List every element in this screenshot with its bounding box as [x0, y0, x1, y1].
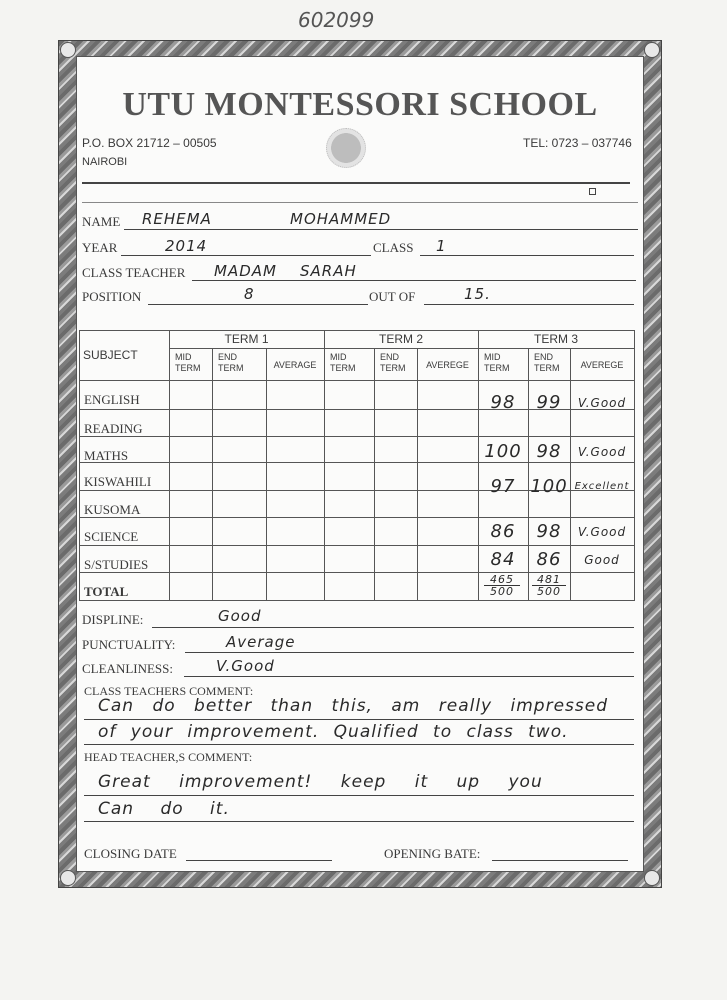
name-field-line — [124, 229, 638, 230]
total-mid-score: 465 — [484, 574, 520, 586]
column-header-text: MID — [175, 352, 192, 362]
sstudies-t3-end[interactable]: 86 — [536, 549, 562, 570]
table-column-line — [417, 348, 418, 601]
english-t3-grade[interactable]: V.Good — [577, 396, 627, 410]
subject-kiswahili: KISWAHILI — [84, 474, 152, 489]
column-header-text: TERM — [218, 363, 244, 373]
term3-col-3-header — [570, 360, 634, 371]
subject-science: SCIENCE — [84, 529, 139, 544]
table-column-line — [266, 348, 267, 601]
column-header-text: TERM — [175, 363, 201, 373]
class-field-line — [420, 255, 634, 256]
column-header-text: TERM — [330, 363, 356, 373]
subject-kusoma: KUSOMA — [84, 502, 141, 517]
total-end-score: 481 — [532, 574, 566, 586]
english-t3-mid[interactable]: 98 — [490, 392, 516, 413]
header-divider-thin — [82, 202, 638, 203]
table-column-line — [634, 330, 635, 601]
year-value[interactable]: 2014 — [165, 237, 208, 255]
city: NAIROBI — [82, 156, 128, 168]
discipline-value[interactable]: Good — [218, 607, 262, 625]
kiswahili-t3-grade[interactable]: Excellent — [574, 481, 630, 492]
maths-t3-mid[interactable]: 100 — [484, 441, 522, 462]
total-mid-max: 500 — [490, 585, 514, 598]
opening-date-label: OPENING BATE: — [384, 846, 481, 861]
subject-sstudies: S/STUDIES — [84, 557, 149, 572]
term1-col-3-header — [266, 360, 324, 371]
flower-corner-icon — [644, 42, 660, 58]
comment-line — [84, 744, 634, 745]
comment-line — [84, 821, 634, 822]
total-t3-mid[interactable] — [484, 574, 520, 597]
head-teacher-comment-label: HEAD TEACHER,S COMMENT: — [84, 750, 253, 764]
last-name-value[interactable]: MOHAMMED — [290, 210, 392, 228]
name-label: NAME — [82, 214, 121, 229]
column-header-text: END — [534, 352, 554, 362]
closing-date-label: CLOSING DATE — [84, 846, 177, 861]
total-t3-end[interactable] — [532, 574, 566, 597]
punctuality-field-line — [185, 652, 634, 653]
subject-total: TOTAL — [84, 584, 129, 599]
class-teacher-comment-label: CLASS TEACHERS COMMENT: — [84, 684, 254, 698]
out-of-label: OUT OF — [369, 289, 416, 304]
table-row-line — [79, 600, 635, 601]
kiswahili-t3-mid[interactable]: 97 — [490, 476, 516, 497]
table-row-line — [169, 348, 635, 349]
year-label: YEAR — [82, 240, 118, 255]
serial-number: 602099 — [298, 8, 375, 32]
flower-corner-icon — [644, 870, 660, 886]
head-teacher-comment-line1[interactable]: Great improvement! keep it up you — [98, 772, 543, 792]
position-label: POSITION — [82, 289, 142, 304]
maths-t3-grade[interactable]: V.Good — [577, 445, 627, 459]
column-header-text: AVEREGE — [580, 360, 624, 370]
class-label: CLASS — [373, 240, 414, 255]
checkbox-mark — [589, 188, 596, 195]
column-header-text: END — [380, 352, 400, 362]
po-box: P.O. BOX 21712 – 00505 — [82, 136, 217, 150]
position-field-line — [148, 304, 368, 305]
class-teacher-comment-line1[interactable]: Can do better than this, am really impressed — [98, 696, 609, 716]
term1-header: TERM 1 — [224, 332, 269, 346]
cleanliness-label: CLEANLINESS: — [82, 661, 173, 676]
term3-header: TERM 3 — [533, 332, 578, 346]
closing-date-field[interactable] — [186, 860, 332, 861]
flower-corner-icon — [60, 870, 76, 886]
term1-col-1-header — [169, 352, 212, 374]
sstudies-t3-mid[interactable]: 84 — [490, 549, 516, 570]
table-row-line — [79, 545, 635, 546]
punctuality-label: PUNCTUALITY: — [82, 637, 176, 652]
maths-t3-end[interactable]: 98 — [536, 441, 562, 462]
table-row-line — [79, 330, 635, 331]
science-t3-grade[interactable]: V.Good — [577, 525, 627, 539]
subject-english: ENGLISH — [84, 392, 140, 407]
total-end-max: 500 — [537, 585, 561, 598]
comment-line — [84, 719, 634, 720]
term2-col-3-header — [417, 360, 478, 371]
science-t3-end[interactable]: 98 — [536, 521, 562, 542]
column-header-text: END — [218, 352, 238, 362]
teacher-name-value[interactable]: SARAH — [300, 262, 357, 280]
year-field-line — [121, 255, 371, 256]
class-teacher-field-line — [192, 280, 636, 281]
sstudies-t3-grade[interactable]: Good — [584, 553, 620, 567]
table-row-line — [79, 380, 635, 381]
position-value[interactable]: 8 — [244, 285, 255, 303]
cleanliness-value[interactable]: V.Good — [216, 657, 275, 675]
table-column-line — [212, 348, 213, 601]
punctuality-value[interactable]: Average — [226, 633, 296, 651]
kiswahili-t3-end[interactable]: 100 — [530, 476, 568, 497]
subject-reading: READING — [84, 421, 143, 436]
header-divider — [82, 182, 630, 184]
table-row-line — [79, 517, 635, 518]
table-row-line — [79, 436, 635, 437]
subject-maths: MATHS — [84, 448, 129, 463]
term2-col-2-header — [374, 352, 417, 374]
term1-col-2-header — [212, 352, 266, 374]
class-teacher-label: CLASS TEACHER — [82, 265, 186, 280]
opening-date-field[interactable] — [492, 860, 628, 861]
column-header-text: MID — [484, 352, 501, 362]
column-header-text: AVERAGE — [273, 360, 317, 370]
column-header-text: TERM — [380, 363, 406, 373]
table-column-line — [79, 330, 80, 601]
cleanliness-field-line — [184, 676, 634, 677]
school-logo-seal — [326, 128, 366, 168]
telephone: TEL: 0723 – 037746 — [523, 136, 632, 150]
teacher-title-value[interactable]: MADAM — [214, 262, 277, 280]
term2-header: TERM 2 — [378, 332, 423, 346]
first-name-value[interactable]: REHEMA — [142, 210, 212, 228]
term2-col-1-header — [324, 352, 374, 374]
term3-col-1-header — [478, 352, 528, 374]
english-t3-end[interactable]: 99 — [536, 392, 562, 413]
table-row-line — [79, 462, 635, 463]
head-teacher-comment-line2[interactable]: Can do it. — [98, 799, 230, 819]
discipline-field-line — [152, 627, 634, 628]
column-header-text: TERM — [534, 363, 560, 373]
term3-col-2-header — [528, 352, 570, 374]
column-header-text: AVEREGE — [426, 360, 469, 370]
out-of-value[interactable]: 15. — [464, 285, 491, 303]
class-teacher-comment-line2[interactable]: of your improvement. Qualified to class two. — [98, 722, 569, 742]
comment-line — [84, 795, 634, 796]
flower-corner-icon — [60, 42, 76, 58]
school-name: UTU MONTESSORI SCHOOL — [122, 86, 598, 123]
column-header-text: TERM — [484, 363, 510, 373]
subject-header: SUBJECT — [83, 348, 138, 362]
class-value[interactable]: 1 — [436, 237, 447, 255]
discipline-label: DISPLINE: — [82, 612, 144, 627]
column-header-text: MID — [330, 352, 347, 362]
science-t3-mid[interactable]: 86 — [490, 521, 516, 542]
table-column-line — [374, 348, 375, 601]
out-of-field-line — [424, 304, 634, 305]
